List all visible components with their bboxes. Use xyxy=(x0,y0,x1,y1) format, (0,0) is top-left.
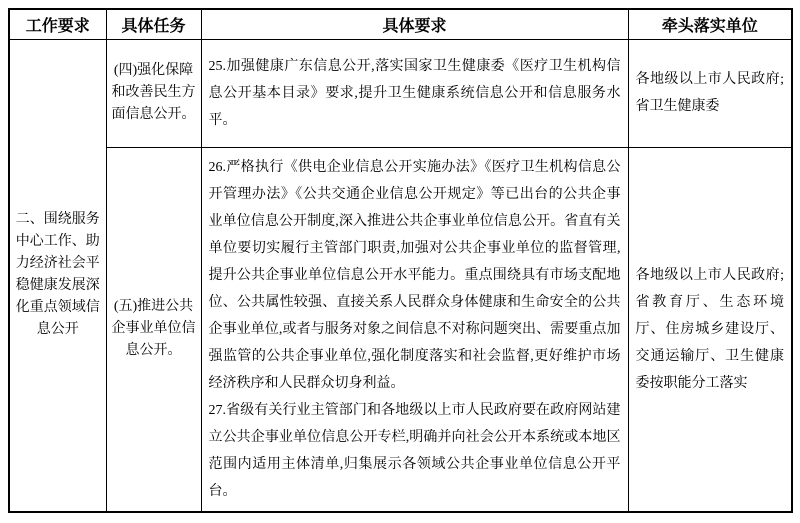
requirement-paragraph-25: 25.加强健康广东信息公开,落实国家卫生健康委《医疗卫生机构信息公开基本目录》要求,提升卫生健康系统信息公开和信息服务水平。 xyxy=(208,58,621,128)
cell-lead-units-row2: 各地级以上市人民政府;省教育厅、生态环境厅、住房城乡建设厅、交通运输厅、卫生健康委按职能分工落实 xyxy=(628,147,792,512)
table-row-2 xyxy=(9,147,792,512)
header-specific-requirement: 具体要求 xyxy=(201,9,628,39)
header-work-requirement: 工作要求 xyxy=(9,9,106,39)
table-header-row xyxy=(9,9,792,39)
cell-requirement-26-27 xyxy=(201,147,628,512)
cell-task-5: (五)推进公共企事业单位信息公开。 xyxy=(106,147,201,512)
cell-requirement-25 xyxy=(201,39,628,147)
cell-work-requirement: 二、围绕服务中心工作、助力经济社会平稳健康发展深化重点领域信息公开 xyxy=(9,39,106,512)
cell-lead-units-row1: 各地级以上市人民政府;省卫生健康委 xyxy=(628,39,792,147)
cell-task-4: (四)强化保障和改善民生方面信息公开。 xyxy=(106,39,201,147)
work-requirements-table xyxy=(8,8,793,513)
requirement-paragraph-26: 26.严格执行《供电企业信息公开实施办法》《医疗卫生机构信息公开管理办法》《公共交通企业信息公开规定》等已出台的公共企事业单位信息公开制度,深入推进公共企事业单位信息公开。省直有关单位要切实履行主管部门职责,加强对公共企事业单位的监督管理,提升公共企事业单位信息公开水平能力。重点围绕具有市场支配地位、公共属性较强、直接关系人民群众身体健康和生命安全的公共企事业单位,或者与服务对象之间信息不对称问题突出、需要重点加强监管的公共企事业单位,强化制度落实和社会监督,更好维护市场经济秩序和人民群众切身利益。 xyxy=(208,159,621,391)
header-lead-unit: 牵头落实单位 xyxy=(628,9,792,39)
table-row-1 xyxy=(9,39,792,147)
requirement-paragraph-27: 27.省级有关行业主管部门和各地级以上市人民政府要在政府网站建立公共企事业单位信息公开专栏,明确并向社会公开本系统或本地区范围内适用主体清单,归集展示各领域公共企事业单位信息公开平台。 xyxy=(208,402,621,499)
header-specific-task: 具体任务 xyxy=(106,9,201,39)
